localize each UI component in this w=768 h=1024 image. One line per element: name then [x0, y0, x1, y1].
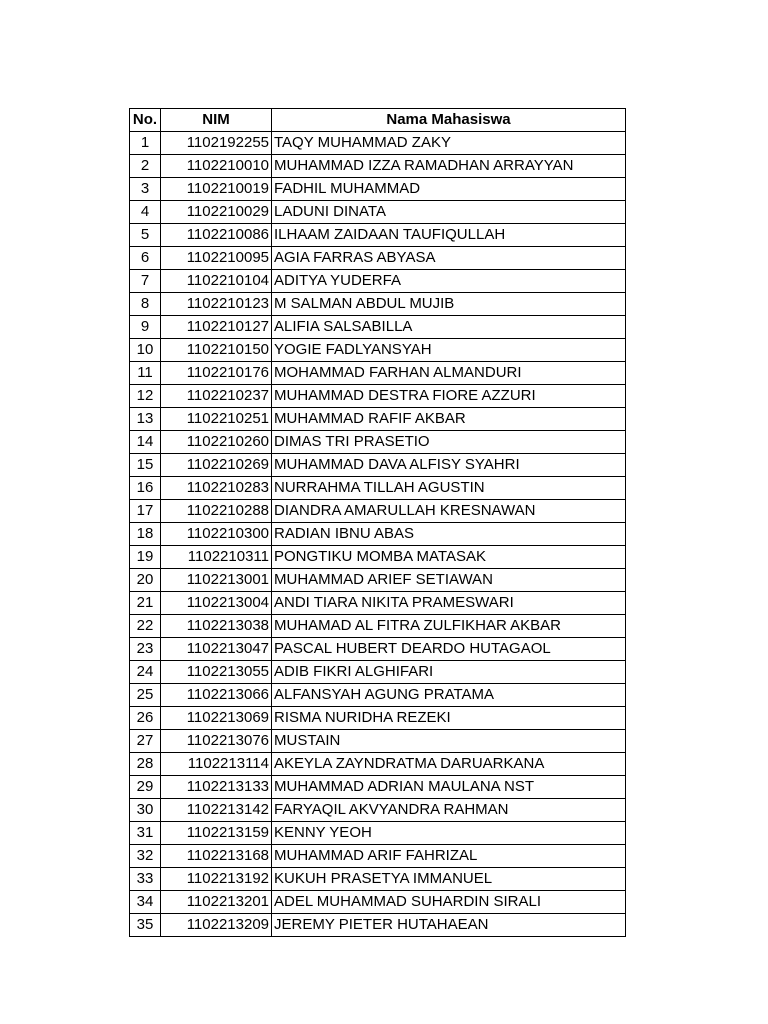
row-number-cell: 18 [130, 523, 161, 546]
row-number-cell: 9 [130, 316, 161, 339]
table-row [130, 270, 626, 293]
nim-cell: 1102210104 [161, 270, 272, 293]
row-number-cell: 23 [130, 638, 161, 661]
nim-cell: 1102213001 [161, 569, 272, 592]
row-number-cell: 17 [130, 500, 161, 523]
student-name-cell: KUKUH PRASETYA IMMANUEL [272, 868, 626, 891]
table-row [130, 799, 626, 822]
table-row [130, 293, 626, 316]
nim-cell: 1102210123 [161, 293, 272, 316]
student-name-cell: MOHAMMAD FARHAN ALMANDURI [272, 362, 626, 385]
student-name-cell: DIMAS TRI PRASETIO [272, 431, 626, 454]
student-name-cell: PASCAL HUBERT DEARDO HUTAGAOL [272, 638, 626, 661]
nim-cell: 1102210283 [161, 477, 272, 500]
table-row [130, 247, 626, 270]
row-number-cell: 24 [130, 661, 161, 684]
student-name-cell: FARYAQIL AKVYANDRA RAHMAN [272, 799, 626, 822]
table-row [130, 201, 626, 224]
student-table [129, 108, 626, 937]
row-number-cell: 19 [130, 546, 161, 569]
table-row [130, 408, 626, 431]
table-row [130, 753, 626, 776]
table-row [130, 707, 626, 730]
table-row [130, 684, 626, 707]
nim-cell: 1102213192 [161, 868, 272, 891]
nim-cell: 1102213142 [161, 799, 272, 822]
nim-cell: 1102210311 [161, 546, 272, 569]
table-row [130, 569, 626, 592]
row-number-cell: 22 [130, 615, 161, 638]
row-number-cell: 10 [130, 339, 161, 362]
row-number-cell: 35 [130, 914, 161, 937]
student-name-cell: DIANDRA AMARULLAH KRESNAWAN [272, 500, 626, 523]
student-name-cell: ALIFIA SALSABILLA [272, 316, 626, 339]
table-row [130, 638, 626, 661]
student-name-cell: MUHAMMAD DAVA ALFISY SYAHRI [272, 454, 626, 477]
student-name-cell: KENNY YEOH [272, 822, 626, 845]
row-number-cell: 8 [130, 293, 161, 316]
student-name-cell: JEREMY PIETER HUTAHAEAN [272, 914, 626, 937]
nim-cell: 1102213038 [161, 615, 272, 638]
nim-cell: 1102210176 [161, 362, 272, 385]
row-number-cell: 26 [130, 707, 161, 730]
nim-cell: 1102213159 [161, 822, 272, 845]
row-number-cell: 15 [130, 454, 161, 477]
row-number-cell: 33 [130, 868, 161, 891]
table-row [130, 546, 626, 569]
nim-cell: 1102210237 [161, 385, 272, 408]
nim-cell: 1102210150 [161, 339, 272, 362]
student-name-cell: FADHIL MUHAMMAD [272, 178, 626, 201]
table-row [130, 132, 626, 155]
student-name-cell: LADUNI DINATA [272, 201, 626, 224]
table-row [130, 339, 626, 362]
row-number-cell: 16 [130, 477, 161, 500]
student-name-cell: TAQY MUHAMMAD ZAKY [272, 132, 626, 155]
student-name-cell: MUSTAIN [272, 730, 626, 753]
student-name-cell: MUHAMMAD ARIF FAHRIZAL [272, 845, 626, 868]
student-name-cell: MUHAMMAD IZZA RAMADHAN ARRAYYAN [272, 155, 626, 178]
table-row [130, 615, 626, 638]
table-row [130, 592, 626, 615]
row-number-cell: 2 [130, 155, 161, 178]
student-name-cell: ADIB FIKRI ALGHIFARI [272, 661, 626, 684]
nim-cell: 1102213066 [161, 684, 272, 707]
table-row [130, 431, 626, 454]
nim-cell: 1102213004 [161, 592, 272, 615]
nim-cell: 1102213076 [161, 730, 272, 753]
nim-cell: 1102213047 [161, 638, 272, 661]
table-header [130, 109, 626, 132]
table-row [130, 362, 626, 385]
table-row [130, 155, 626, 178]
student-name-cell: ILHAAM ZAIDAAN TAUFIQULLAH [272, 224, 626, 247]
student-name-cell: MUHAMMAD RAFIF AKBAR [272, 408, 626, 431]
table-body [130, 132, 626, 937]
nim-cell: 1102210288 [161, 500, 272, 523]
row-number-cell: 32 [130, 845, 161, 868]
student-name-cell: ANDI TIARA NIKITA PRAMESWARI [272, 592, 626, 615]
table-row [130, 868, 626, 891]
header-no: No. [130, 109, 161, 132]
nim-cell: 1102210251 [161, 408, 272, 431]
nim-cell: 1102210127 [161, 316, 272, 339]
row-number-cell: 21 [130, 592, 161, 615]
student-name-cell: MUHAMAD AL FITRA ZULFIKHAR AKBAR [272, 615, 626, 638]
nim-cell: 1102210010 [161, 155, 272, 178]
table-row [130, 661, 626, 684]
table-row [130, 178, 626, 201]
nim-cell: 1102210029 [161, 201, 272, 224]
nim-cell: 1102210300 [161, 523, 272, 546]
row-number-cell: 6 [130, 247, 161, 270]
row-number-cell: 13 [130, 408, 161, 431]
nim-cell: 1102213055 [161, 661, 272, 684]
row-number-cell: 30 [130, 799, 161, 822]
row-number-cell: 14 [130, 431, 161, 454]
student-name-cell: M SALMAN ABDUL MUJIB [272, 293, 626, 316]
table-row [130, 523, 626, 546]
nim-cell: 1102210260 [161, 431, 272, 454]
row-number-cell: 4 [130, 201, 161, 224]
table-row [130, 224, 626, 247]
row-number-cell: 27 [130, 730, 161, 753]
student-name-cell: AGIA FARRAS ABYASA [272, 247, 626, 270]
student-name-cell: NURRAHMA TILLAH AGUSTIN [272, 477, 626, 500]
student-name-cell: ALFANSYAH AGUNG PRATAMA [272, 684, 626, 707]
nim-cell: 1102210019 [161, 178, 272, 201]
header-row [130, 109, 626, 132]
table-row [130, 730, 626, 753]
row-number-cell: 7 [130, 270, 161, 293]
table-row [130, 500, 626, 523]
table-row [130, 845, 626, 868]
student-name-cell: ADITYA YUDERFA [272, 270, 626, 293]
nim-cell: 1102213209 [161, 914, 272, 937]
nim-cell: 1102213114 [161, 753, 272, 776]
nim-cell: 1102192255 [161, 132, 272, 155]
student-name-cell: YOGIE FADLYANSYAH [272, 339, 626, 362]
header-name: Nama Mahasiswa [272, 109, 626, 132]
student-name-cell: PONGTIKU MOMBA MATASAK [272, 546, 626, 569]
row-number-cell: 5 [130, 224, 161, 247]
student-name-cell: MUHAMMAD ARIEF SETIAWAN [272, 569, 626, 592]
table-row [130, 914, 626, 937]
nim-cell: 1102210095 [161, 247, 272, 270]
student-name-cell: ADEL MUHAMMAD SUHARDIN SIRALI [272, 891, 626, 914]
row-number-cell: 28 [130, 753, 161, 776]
student-name-cell: RISMA NURIDHA REZEKI [272, 707, 626, 730]
student-name-cell: AKEYLA ZAYNDRATMA DARUARKANA [272, 753, 626, 776]
row-number-cell: 1 [130, 132, 161, 155]
table-row [130, 385, 626, 408]
row-number-cell: 12 [130, 385, 161, 408]
row-number-cell: 11 [130, 362, 161, 385]
row-number-cell: 34 [130, 891, 161, 914]
nim-cell: 1102213069 [161, 707, 272, 730]
table-row [130, 477, 626, 500]
table-row [130, 891, 626, 914]
student-name-cell: MUHAMMAD ADRIAN MAULANA NST [272, 776, 626, 799]
table-row [130, 454, 626, 477]
table-row [130, 822, 626, 845]
nim-cell: 1102213201 [161, 891, 272, 914]
nim-cell: 1102213168 [161, 845, 272, 868]
row-number-cell: 3 [130, 178, 161, 201]
nim-cell: 1102210086 [161, 224, 272, 247]
nim-cell: 1102210269 [161, 454, 272, 477]
row-number-cell: 29 [130, 776, 161, 799]
student-name-cell: RADIAN IBNU ABAS [272, 523, 626, 546]
table-row [130, 776, 626, 799]
student-name-cell: MUHAMMAD DESTRA FIORE AZZURI [272, 385, 626, 408]
table-row [130, 316, 626, 339]
row-number-cell: 31 [130, 822, 161, 845]
row-number-cell: 25 [130, 684, 161, 707]
nim-cell: 1102213133 [161, 776, 272, 799]
row-number-cell: 20 [130, 569, 161, 592]
header-nim: NIM [161, 109, 272, 132]
